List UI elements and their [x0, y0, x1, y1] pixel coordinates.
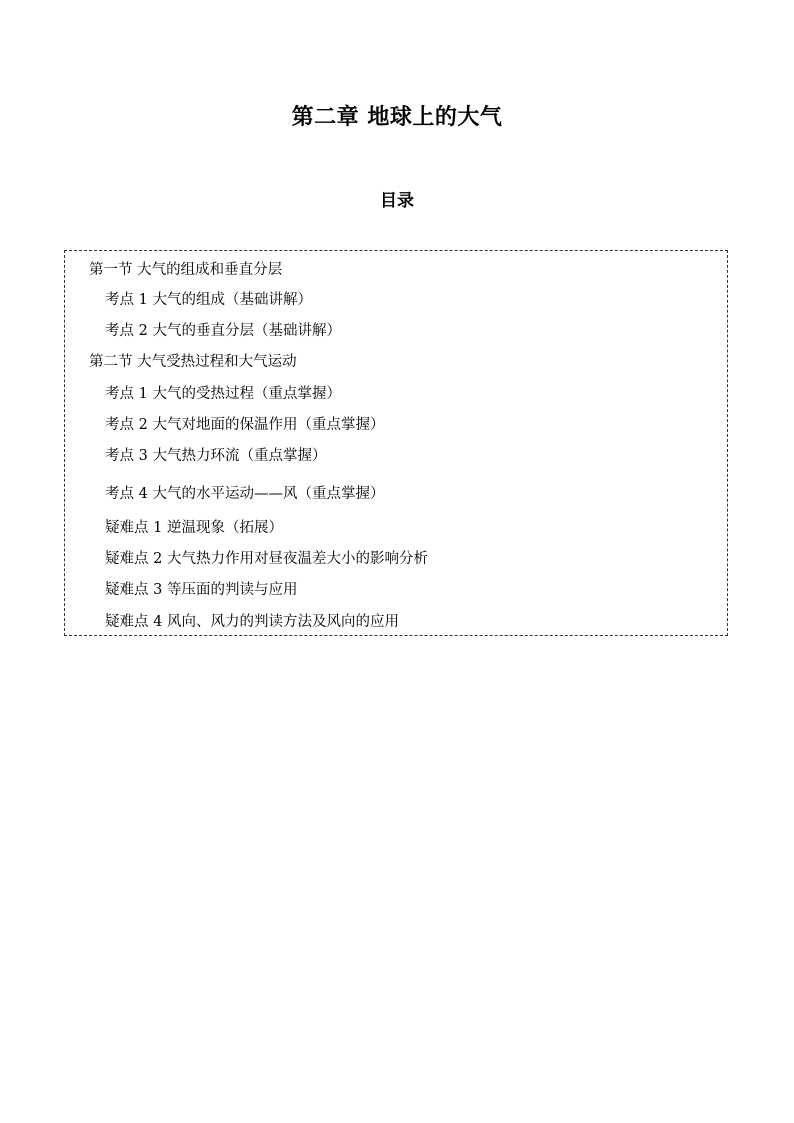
toc-topic-1-2[interactable]: 考点 2 大气的垂直分层（基础讲解） — [105, 323, 341, 339]
toc-section-2[interactable]: 第二节 大气受热过程和大气运动 — [89, 354, 297, 370]
toc-section-1[interactable]: 第一节 大气的组成和垂直分层 — [89, 262, 283, 278]
toc-difficulty-3[interactable]: 疑难点 3 等压面的判读与应用 — [105, 582, 298, 598]
toc-difficulty-1[interactable]: 疑难点 1 逆温现象（拓展） — [105, 520, 283, 536]
toc-topic-2-3[interactable]: 考点 3 大气热力环流（重点掌握） — [105, 448, 327, 464]
toc-topic-1-1[interactable]: 考点 1 大气的组成（基础讲解） — [105, 292, 312, 308]
toc-topic-2-4[interactable]: 考点 4 大气的水平运动——风（重点掌握） — [105, 486, 385, 502]
toc-topic-2-2[interactable]: 考点 2 大气对地面的保温作用（重点掌握） — [105, 417, 385, 433]
table-of-contents — [64, 250, 728, 636]
toc-heading: 目录 — [380, 191, 414, 211]
toc-difficulty-2[interactable]: 疑难点 2 大气热力作用对昼夜温差大小的影响分析 — [105, 551, 428, 567]
toc-difficulty-4[interactable]: 疑难点 4 风向、风力的判读方法及风向的应用 — [105, 614, 399, 630]
toc-topic-2-1[interactable]: 考点 1 大气的受热过程（重点掌握） — [105, 386, 341, 402]
chapter-title: 第二章 地球上的大气 — [291, 104, 503, 130]
